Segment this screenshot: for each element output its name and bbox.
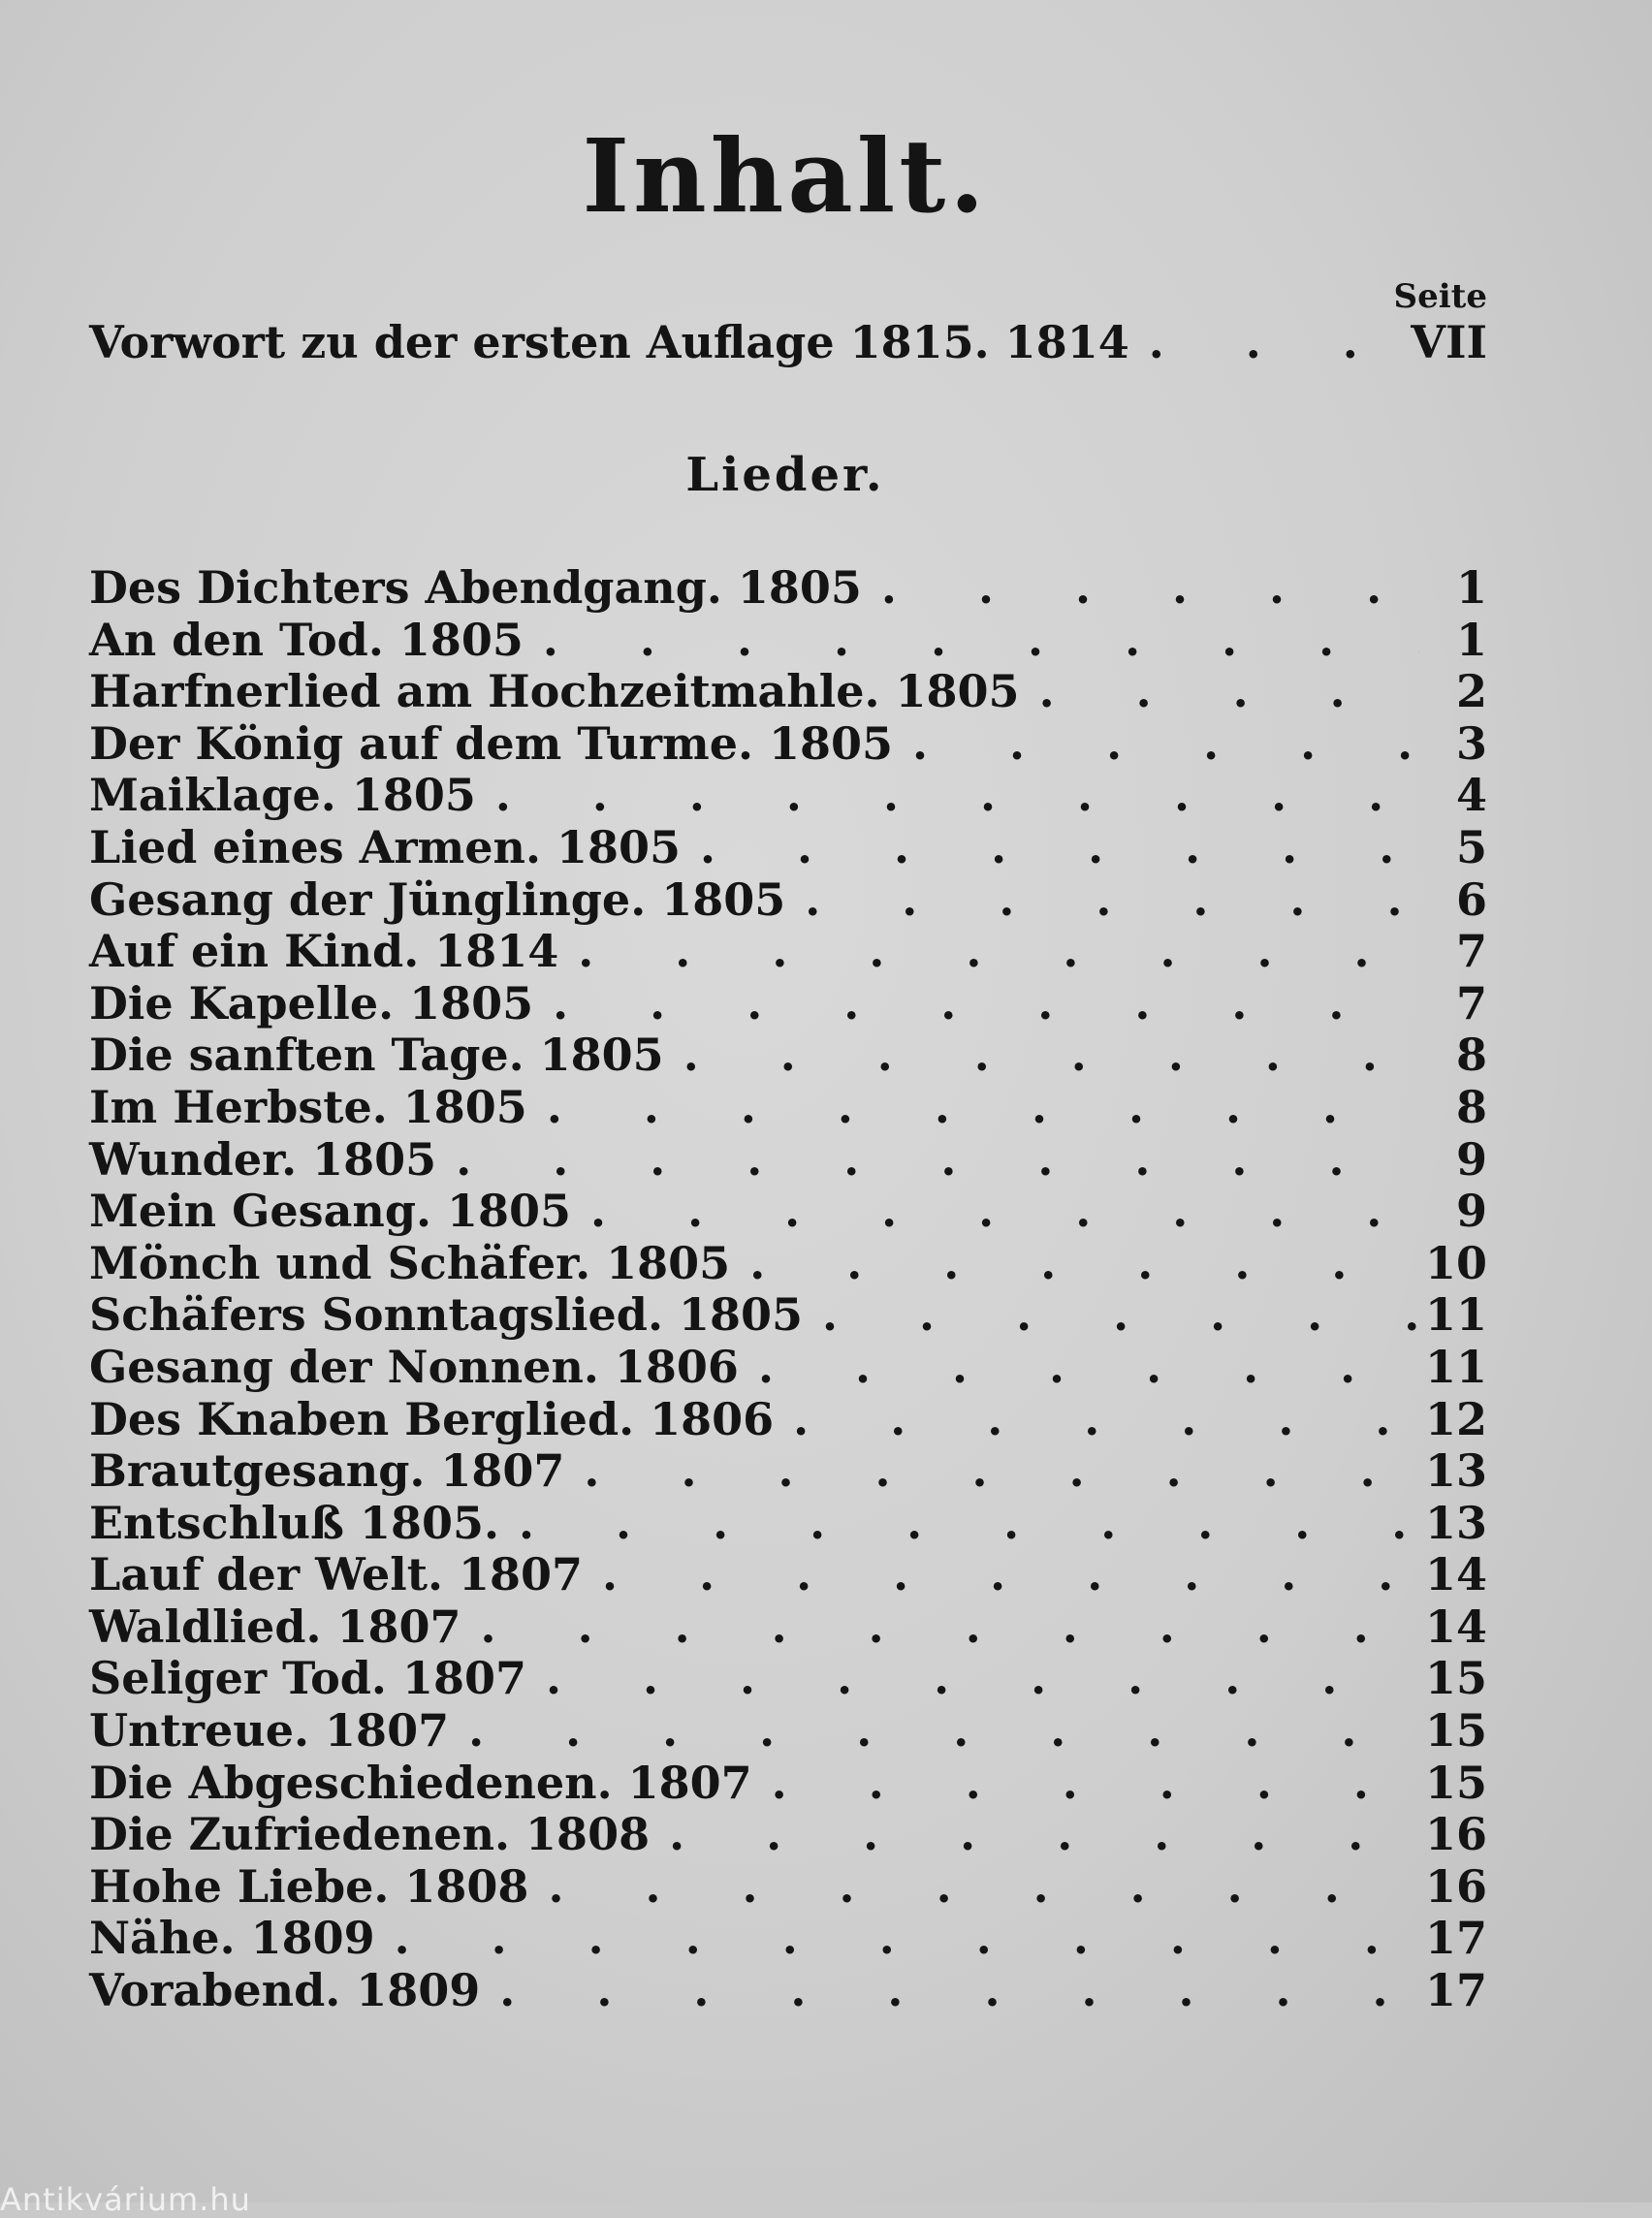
dot-leader [375, 1913, 1419, 1965]
entry-page-number: 14 [1424, 1600, 1487, 1653]
dot-leader [564, 1445, 1419, 1498]
entry-page-number: 7 [1455, 925, 1487, 978]
toc-entry [89, 1238, 1487, 1290]
dot-leader [558, 926, 1419, 978]
entry-title: Nähe. 1809 [89, 1912, 375, 1965]
entry-page-number: 10 [1424, 1236, 1487, 1289]
entry-page-number: 15 [1424, 1652, 1487, 1705]
entry-page-number: 13 [1424, 1496, 1487, 1549]
entry-title: Die Abgeschiedenen. 1807 [89, 1756, 752, 1809]
entry-page-number: 11 [1424, 1288, 1487, 1342]
toc-entry [89, 1186, 1487, 1238]
dot-leader [461, 1601, 1419, 1654]
entry-page-number: 14 [1424, 1548, 1487, 1601]
toc-entry [89, 562, 1487, 615]
dot-leader [436, 1134, 1419, 1187]
toc-entry [89, 1861, 1487, 1914]
toc-entry [89, 770, 1487, 822]
entry-title: Harfnerlied am Hochzeitmahle. 1805 [89, 665, 1020, 718]
entry-title: Untreue. 1807 [89, 1704, 450, 1758]
entry-title: Schäfers Sonntagslied. 1805 [89, 1288, 804, 1342]
dot-leader [526, 1653, 1419, 1705]
toc-list [89, 562, 1487, 2017]
dot-leader [1020, 666, 1419, 718]
dot-leader [449, 1705, 1419, 1758]
toc-entry [89, 1809, 1487, 1861]
entry-page-number: 2 [1455, 665, 1487, 718]
toc-entry [89, 718, 1487, 771]
dot-leader [527, 1082, 1419, 1134]
entry-page-number: 16 [1424, 1808, 1487, 1861]
entry-title: Des Dichters Abendgang. 1805 [89, 561, 862, 614]
entry-title: Mönch und Schäfer. 1805 [89, 1236, 731, 1289]
entry-page-number: 15 [1424, 1704, 1487, 1758]
entry-title: Die Zufriedenen. 1808 [89, 1808, 651, 1861]
dot-leader [730, 1238, 1419, 1290]
preface-title: Vorwort zu der ersten Auflage 1815. 1814 [89, 316, 1129, 368]
toc-entry [89, 1498, 1487, 1550]
page-title: Inhalt. [582, 116, 989, 236]
entry-title: Die Kapelle. 1805 [89, 976, 534, 1030]
toc-entry [89, 1030, 1487, 1082]
dot-leader [480, 1965, 1419, 2017]
entry-page-number: 4 [1455, 769, 1487, 822]
entry-title: Maiklage. 1805 [89, 769, 476, 822]
dot-leader [664, 1030, 1419, 1082]
page-column-label: Seite [1393, 277, 1487, 316]
entry-page-number: 13 [1424, 1444, 1487, 1498]
entry-page-number: 8 [1455, 1029, 1487, 1082]
dot-leader [752, 1758, 1419, 1810]
dot-leader [650, 1809, 1419, 1861]
entry-page-number: 17 [1424, 1964, 1487, 2017]
toc-entry [89, 1394, 1487, 1446]
dot-leader [785, 874, 1419, 927]
dot-leader [524, 615, 1419, 667]
toc-entry [89, 1289, 1487, 1342]
entry-title: Die sanften Tage. 1805 [89, 1029, 664, 1082]
toc-entry [89, 1134, 1487, 1187]
dot-leader [533, 978, 1419, 1030]
dot-leader [803, 1289, 1419, 1342]
entry-title: Brautgesang. 1807 [89, 1444, 565, 1498]
toc-entry [89, 926, 1487, 978]
toc-entry [89, 1758, 1487, 1810]
toc-entry [89, 1342, 1487, 1394]
dot-leader [571, 1186, 1419, 1238]
entry-title: Wunder. 1805 [89, 1132, 437, 1186]
entry-title: Des Knaben Berglied. 1806 [89, 1392, 775, 1445]
dot-leader [499, 1498, 1419, 1550]
dot-leader [862, 562, 1419, 615]
preface-page-number: VII [1411, 316, 1487, 368]
toc-entry [89, 978, 1487, 1030]
dot-leader [893, 718, 1419, 771]
toc-entry [89, 874, 1487, 927]
entry-page-number: 17 [1424, 1912, 1487, 1965]
dot-leader [476, 770, 1419, 822]
entry-page-number: 16 [1424, 1859, 1487, 1913]
entry-title: Auf ein Kind. 1814 [89, 925, 559, 978]
entry-title: An den Tod. 1805 [89, 613, 524, 666]
entry-title: Im Herbste. 1805 [89, 1080, 527, 1133]
toc-entry [89, 1549, 1487, 1601]
dot-leader [1129, 316, 1412, 368]
entry-title: Seliger Tod. 1807 [89, 1652, 526, 1705]
entry-page-number: 1 [1455, 613, 1487, 666]
toc-entry [89, 1913, 1487, 1965]
entry-page-number: 3 [1455, 716, 1487, 770]
dot-leader [774, 1394, 1419, 1446]
entry-page-number: 12 [1424, 1392, 1487, 1445]
entry-page-number: 1 [1455, 561, 1487, 614]
entry-page-number: 15 [1424, 1756, 1487, 1809]
entry-title: Gesang der Nonnen. 1806 [89, 1340, 739, 1393]
toc-entry [89, 1653, 1487, 1705]
entry-page-number: 5 [1455, 820, 1487, 873]
entry-page-number: 9 [1455, 1185, 1487, 1238]
toc-entry [89, 615, 1487, 667]
dot-leader [528, 1861, 1419, 1914]
entry-title: Waldlied. 1807 [89, 1600, 461, 1653]
entry-page-number: 7 [1455, 976, 1487, 1030]
entry-page-number: 8 [1455, 1080, 1487, 1133]
entry-title: Hohe Liebe. 1808 [89, 1859, 529, 1913]
entry-title: Lied eines Armen. 1805 [89, 820, 681, 873]
dot-leader [681, 822, 1419, 874]
toc-entry [89, 1601, 1487, 1654]
entry-title: Gesang der Jünglinge. 1805 [89, 872, 786, 926]
toc-entry [89, 1705, 1487, 1758]
preface-entry [89, 316, 1487, 374]
toc-entry [89, 1445, 1487, 1498]
entry-page-number: 6 [1455, 872, 1487, 926]
entry-title: Der König auf dem Turme. 1805 [89, 716, 894, 770]
section-heading: Lieder. [685, 448, 885, 502]
toc-entry [89, 1082, 1487, 1134]
entry-page-number: 9 [1455, 1132, 1487, 1186]
toc-entry [89, 1965, 1487, 2017]
entry-title: Mein Gesang. 1805 [89, 1185, 572, 1238]
dot-leader [583, 1549, 1419, 1601]
toc-entry [89, 666, 1487, 718]
entry-page-number: 11 [1424, 1340, 1487, 1393]
entry-title: Lauf der Welt. 1807 [89, 1548, 584, 1601]
entry-title: Vorabend. 1809 [89, 1964, 481, 2017]
dot-leader [739, 1342, 1419, 1394]
toc-entry [89, 822, 1487, 874]
entry-title: Entschluß 1805. [89, 1496, 500, 1549]
watermark: Antikvárium.hu [0, 2181, 251, 2218]
